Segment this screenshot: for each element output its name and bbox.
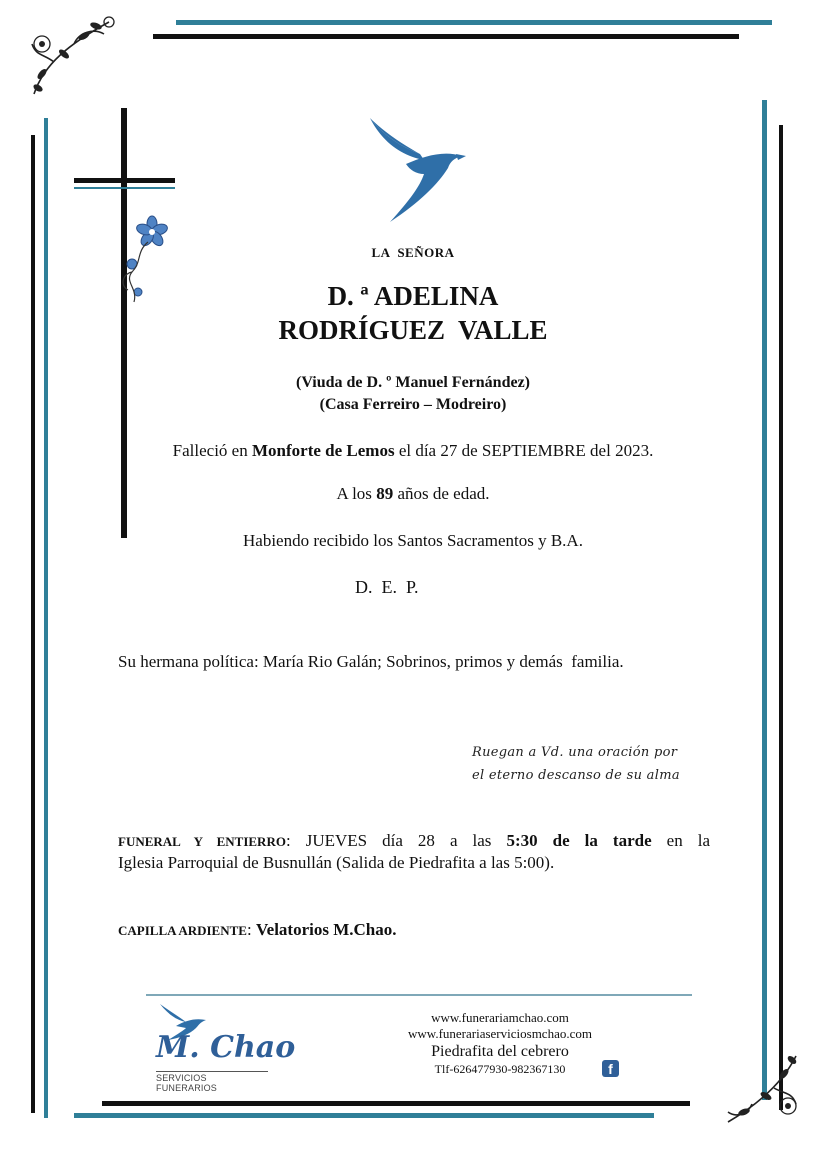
age-value: 89	[376, 484, 394, 503]
footer-contact	[370, 1010, 630, 1077]
funeral-line-1	[118, 831, 710, 851]
right-black-line	[779, 125, 783, 1110]
age-line	[0, 484, 826, 504]
logo-subtitle: SERVICIOS FUNERARIOS	[156, 1071, 268, 1093]
logo-name: M. Chao	[156, 1030, 296, 1065]
funeral-line-2: Iglesia Parroquial de Busnullán (Salida de Piedrafita a las 5:00).	[118, 853, 555, 872]
bottom-black-line	[102, 1101, 690, 1106]
web-link-2[interactable]: www.funerariaserviciosmchao.com	[408, 1026, 592, 1041]
cross-horizontal	[74, 178, 175, 183]
facebook-icon[interactable]: f	[602, 1060, 619, 1077]
funeral-block	[118, 831, 710, 873]
capilla-line	[118, 920, 397, 940]
funeral-label: FUNERAL Y ENTIERRO	[118, 834, 286, 849]
age-prefix: A los	[336, 484, 377, 503]
viuda-line: (Viuda de D. º Manuel Fernández)	[295, 374, 530, 391]
sacraments-line: Habiendo recibido los Santos Sacramentos y B.A.	[243, 531, 583, 550]
capilla-value: Velatorios M.Chao.	[255, 920, 397, 939]
funeral-text-1: JUEVES día 28 a las	[305, 831, 507, 850]
capilla-label: CAPILLA ARDIENTE	[118, 923, 247, 938]
top-blue-line	[176, 20, 772, 25]
phone-line: Tlf-626477930-982367130	[434, 1062, 566, 1076]
floral-corner-bottom-right-icon	[722, 1050, 804, 1130]
name-line-2: RODRÍGUEZ VALLE	[278, 315, 548, 345]
family-line: Su hermana política: María Rio Galán; Sobrinos, primos y demás familia.	[118, 652, 624, 671]
la-senora-label: LA SEÑORA	[371, 245, 455, 260]
death-line	[0, 441, 826, 461]
town-line: Piedrafita del cebrero	[431, 1043, 569, 1060]
death-place: Monforte de Lemos	[251, 441, 395, 460]
capilla-colon: :	[246, 920, 256, 939]
funeral-colon: :	[285, 831, 306, 850]
funeral-text-2: en la	[651, 831, 711, 850]
dep-line: D. E. P.	[355, 577, 419, 597]
cross-blue-accent	[74, 187, 175, 189]
death-prefix: Falleció en	[172, 441, 252, 460]
dove-icon	[366, 116, 470, 226]
name-line-1: D. ª ADELINA	[327, 281, 499, 311]
top-black-line	[153, 34, 739, 39]
footer-divider	[146, 994, 692, 996]
funeral-time: 5:30 de la tarde	[506, 831, 652, 850]
web-link-1[interactable]: www.funerariamchao.com	[431, 1010, 569, 1025]
floral-corner-top-left-icon	[24, 14, 116, 102]
death-suffix: el día 27 de SEPTIEMBRE del 2023.	[394, 441, 654, 460]
casa-line: (Casa Ferreiro – Modreiro)	[319, 396, 507, 413]
left-blue-line	[44, 118, 48, 1118]
prayer-line-1: Ruegan a Vd. una oración por	[472, 745, 678, 760]
age-suffix: años de edad.	[393, 484, 490, 503]
prayer-line-2: el eterno descanso de su alma	[472, 768, 680, 783]
bottom-blue-line	[74, 1113, 654, 1118]
